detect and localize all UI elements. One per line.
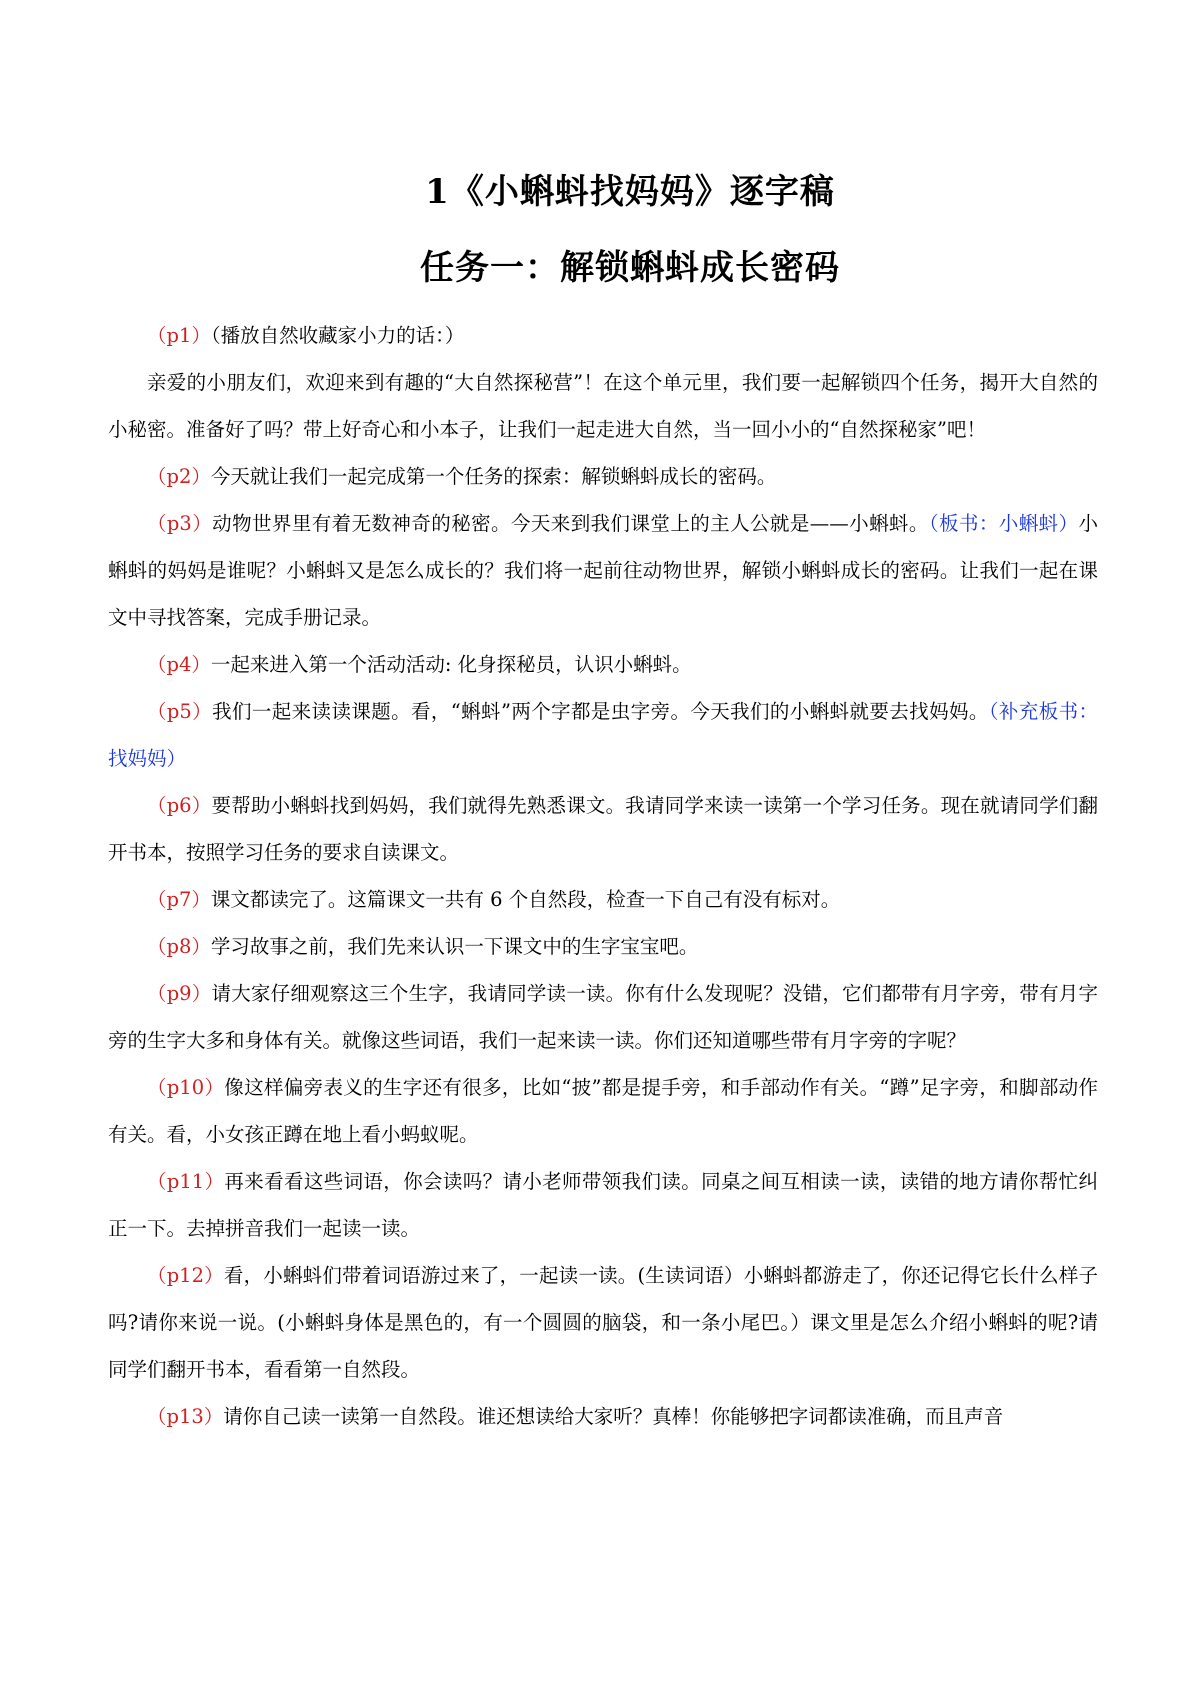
page-tag: （p8） xyxy=(147,935,211,958)
paragraph xyxy=(108,453,1098,500)
paragraph xyxy=(108,312,1098,359)
page-tag: （p10） xyxy=(147,1076,225,1099)
board-note: （板书：小蝌蚪） xyxy=(928,512,1079,535)
paragraph-text: 亲爱的小朋友们，欢迎来到有趣的“大自然探秘营”！在这个单元里，我们要一起解锁四个任务，揭开大自然的小秘密。准备好了吗？带上好奇心和小本子，让我们一起走进大自然，当一回小小的“自然探秘家”吧！ xyxy=(108,371,1098,441)
paragraph xyxy=(108,1158,1098,1252)
paragraph xyxy=(108,970,1098,1064)
page-tag: （p3） xyxy=(147,512,213,535)
page-tag: （p5） xyxy=(147,700,213,723)
paragraph-text: 今天就让我们一起完成第一个任务的探索：解锁蝌蚪成长的密码。 xyxy=(210,465,777,488)
paragraph xyxy=(108,359,1098,453)
paragraph xyxy=(108,641,1098,688)
document-subtitle: 任务一：解锁蝌蚪成长密码 xyxy=(420,248,840,288)
paragraph xyxy=(108,1064,1098,1158)
paragraph xyxy=(108,1393,1098,1440)
paragraph-text: 一起来进入第一个活动活动: 化身探秘员，认识小蝌蚪。 xyxy=(210,653,692,676)
paragraph-text: 学习故事之前，我们先来认识一下课文中的生字宝宝吧。 xyxy=(210,935,699,958)
paragraph xyxy=(108,1252,1098,1393)
page-tag: （p4） xyxy=(147,653,211,676)
paragraph-text: 请你自己读一读第一自然段。谁还想读给大家听？真棒！你能够把字词都读准确，而且声音 xyxy=(223,1405,1004,1428)
page-tag: （p12） xyxy=(147,1264,224,1287)
paragraph xyxy=(108,782,1098,876)
page-tag: （p1） xyxy=(147,324,211,347)
paragraph xyxy=(108,923,1098,970)
paragraph-text: 请大家仔细观察这三个生字，我请同学读一读。你有什么发现呢？没错，它们都带有月字旁，带有月字旁的生字大多和身体有关。就像这些词语，我们一起来读一读。你们还知道哪些带有月字旁的字呢？ xyxy=(108,982,1098,1052)
paragraph-text: 动物世界里有着无数神奇的秘密。今天来到我们课堂上的主人公就是——小蝌蚪。 xyxy=(212,512,929,535)
paragraph-text: 要帮助小蝌蚪找到妈妈，我们就得先熟悉课文。我请同学来读一读第一个学习任务。现在就请同学们翻开书本，按照学习任务的要求自读课文。 xyxy=(108,794,1098,864)
page-tag: （p13） xyxy=(147,1405,224,1428)
paragraph-text: 课文都读完了。这篇课文一共有 6 个自然段，检查一下自己有没有标对。 xyxy=(210,888,841,911)
paragraph xyxy=(108,500,1098,641)
page-tag: （p11） xyxy=(147,1170,225,1193)
page-tag: （p9） xyxy=(147,982,212,1005)
page-tag: （p2） xyxy=(147,465,211,488)
paragraph-text: 我们一起来读读课题。看，“蝌蚪”两个字都是虫字旁。今天我们的小蝌蚪就要去找妈妈。 xyxy=(212,700,989,723)
paragraph-text: 小蝌蚪的妈妈是谁呢？小蝌蚪又是怎么成长的？我们将一起前往动物世界，解锁小蝌蚪成长的密码。让我们一起在课文中寻找答案，完成手册记录。 xyxy=(108,512,1098,629)
paragraph-text: （播放自然收藏家小力的话：） xyxy=(210,324,465,347)
document-body xyxy=(108,312,1098,1440)
paragraph xyxy=(108,876,1098,923)
paragraph xyxy=(108,688,1098,782)
page-tag: （p6） xyxy=(147,794,212,817)
paragraph-text: 再来看看这些词语，你会读吗？请小老师带领我们读。同桌之间互相读一读，读错的地方请你帮忙纠正一下。去掉拼音我们一起读一读。 xyxy=(108,1170,1098,1240)
document-title: 1《小蝌蚪找妈妈》逐字稿 xyxy=(425,172,835,212)
paragraph-text: 像这样偏旁表义的生字还有很多，比如“披”都是提手旁，和手部动作有关。“蹲”足字旁，和脚部动作有关。看，小女孩正蹲在地上看小蚂蚁呢。 xyxy=(108,1076,1098,1146)
paragraph-text: 看，小蝌蚪们带着词语游过来了，一起读一读。(生读词语）小蝌蚪都游走了，你还记得它长什么样子吗?请你来说一说。(小蝌蚪身体是黑色的，有一个圆圆的脑袋，和一条小尾巴。）课文里是怎么介绍小蝌蚪的呢?请同学们翻开书本，看看第一自然段。 xyxy=(108,1264,1099,1381)
page-tag: （p7） xyxy=(147,888,211,911)
board-note: （补充板书：找妈妈） xyxy=(108,700,1098,770)
